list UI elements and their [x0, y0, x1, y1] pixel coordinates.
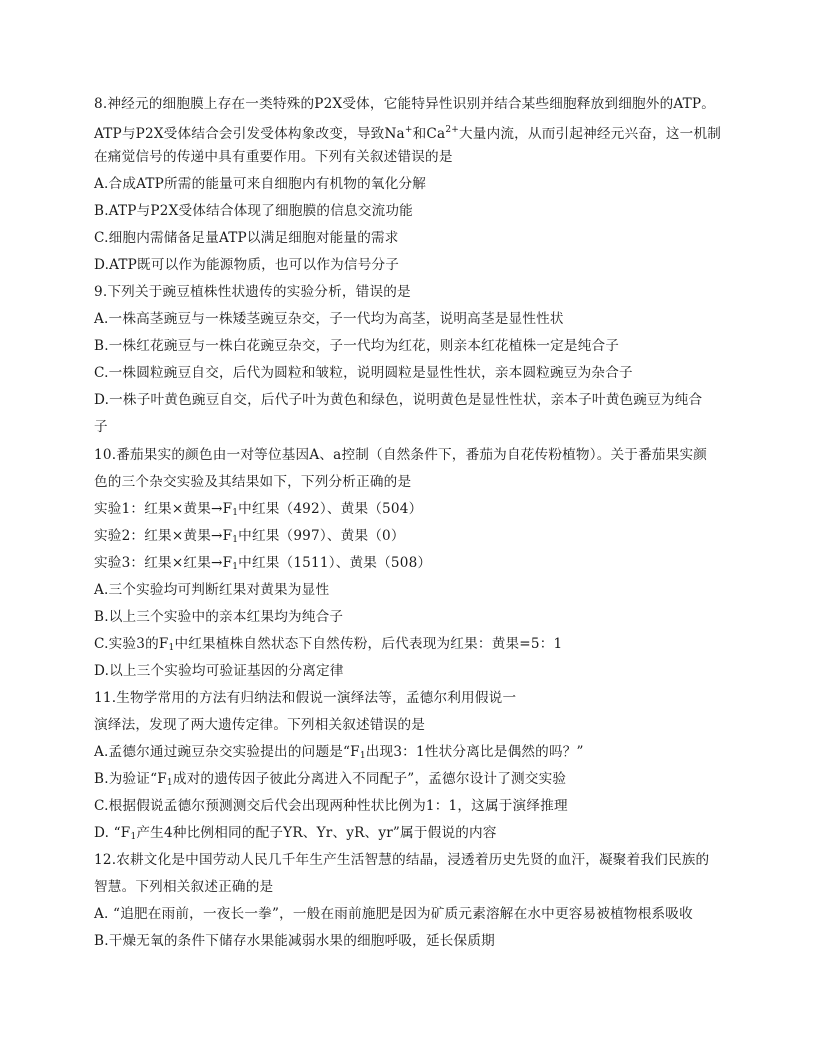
q11-option-text: A.孟德尔通过豌豆杂交实验提出的问题是“F [94, 744, 360, 760]
q10-exp-text: 中红果（1511）、黄果（508） [238, 555, 432, 571]
q10-option-d: D.以上三个实验均可验证基因的分离定律 [94, 663, 344, 679]
q10-option-text: C.实验3的F [94, 636, 169, 652]
q10-option-a: A.三个实验均可判断红果对黄果为显性 [94, 582, 330, 598]
q8-stem-line-3: 在痛觉信号的传递中具有重要作用。下列有关叙述错误的是 [94, 149, 453, 165]
q11-option-b [94, 770, 730, 792]
q12-option-a: A. “追肥在雨前，一夜长一拳”，一般在雨前施肥是因为矿质元素溶解在水中更容易被植物根系吸收 [94, 906, 693, 922]
generation-subscript: 1 [232, 535, 239, 545]
q9-option-d-line-1: D.一株子叶黄色豌豆自交，后代子叶为黄色和绿色，说明黄色是显性性状，亲本子叶黄色豌豆为纯合 [94, 392, 703, 408]
q10-exp-text: 实验3：红果×红果→F [94, 555, 233, 571]
generation-subscript: 1 [168, 643, 175, 653]
q10-option-text: 中红果植株自然状态下自然传粉，后代表现为红果：黄果=5：1 [174, 636, 563, 652]
q8-stem-line-1: 8.神经元的细胞膜上存在一类特殊的P2X受体，它能特异性识别并结合某些细胞释放到细胞外的ATP。 [94, 96, 716, 112]
q9-option-d-line-2: 子 [94, 419, 108, 435]
q8-option-b: B.ATP与P2X受体结合体现了细胞膜的信息交流功能 [94, 203, 413, 219]
q10-stem-line-2: 色的三个杂交实验及其结果如下，下列分析正确的是 [94, 474, 412, 490]
generation-subscript: 1 [232, 508, 239, 518]
generation-subscript: 1 [232, 562, 239, 572]
generation-subscript: 1 [166, 778, 173, 788]
q10-exp-text: 中红果（492）、黄果（504） [238, 501, 423, 517]
q8-stem-line-2 [94, 121, 730, 143]
q11-option-text: 产生4种比例相同的配子YR、Yr、yR、yr”属于假说的内容 [136, 825, 497, 841]
q9-option-c: C.一株圆粒豌豆自交，后代为圆粒和皱粒，说明圆粒是显性性状，亲本圆粒豌豆为杂合子 [94, 365, 633, 381]
q8-stem-text: 和Ca [412, 126, 446, 142]
sodium-charge: + [404, 125, 413, 135]
q10-exp-text: 中红果（997）、黄果（0） [238, 528, 405, 544]
q10-experiment-3 [94, 554, 730, 576]
q11-option-d [94, 824, 730, 846]
q8-stem-text: ATP与P2X受体结合会引发受体构象改变，导致Na [94, 126, 405, 142]
q11-option-text: B.为验证“F [94, 771, 167, 787]
q11-option-text: D. “F [94, 825, 131, 841]
q10-exp-text: 实验1：红果×黄果→F [94, 501, 233, 517]
q10-experiment-2 [94, 527, 730, 549]
q10-option-b: B.以上三个实验中的亲本红果均为纯合子 [94, 609, 344, 625]
q11-option-c: C.根据假说孟德尔预测测交后代会出现两种性状比例为1：1，这属于演绎推理 [94, 798, 568, 814]
q12-stem-line-2: 智慧。下列相关叙述正确的是 [94, 879, 274, 895]
q12-option-b: B.干燥无氧的条件下储存水果能减弱水果的细胞呼吸，延长保质期 [94, 933, 495, 949]
generation-subscript: 1 [130, 832, 137, 842]
q9-stem: 9.下列关于豌豆植株性状遗传的实验分析，错误的是 [94, 284, 411, 300]
q11-option-text: 出现3：1性状分离比是偶然的吗？” [365, 744, 584, 760]
q10-experiment-1 [94, 500, 730, 522]
calcium-charge: 2+ [445, 125, 459, 135]
q11-option-a [94, 743, 730, 765]
q10-stem-line-1: 10.番茄果实的颜色由一对等位基因A、a控制（自然条件下，番茄为自花传粉植物）。关于番茄果实颜 [94, 447, 708, 463]
q11-stem-line-1: 11.生物学常用的方法有归纳法和假说一演绎法等，孟德尔利用假说一 [94, 690, 517, 706]
q8-option-c: C.细胞内需储备足量ATP以满足细胞对能量的需求 [94, 230, 399, 246]
q9-option-a: A.一株高茎豌豆与一株矮茎豌豆杂交，子一代均为高茎，说明高茎是显性性状 [94, 311, 564, 327]
q10-option-c [94, 635, 730, 657]
q10-exp-text: 实验2：红果×黄果→F [94, 528, 233, 544]
q12-stem-line-1: 12.农耕文化是中国劳动人民几千年生产生活智慧的结晶，浸透着历史先贤的血汗，凝聚着我们民族的 [94, 852, 710, 868]
q9-option-b: B.一株红花豌豆与一株白花豌豆杂交，子一代均为红花，则亲本红花植株一定是纯合子 [94, 338, 620, 354]
generation-subscript: 1 [359, 751, 366, 761]
q8-option-d: D.ATP既可以作为能源物质，也可以作为信号分子 [94, 257, 400, 273]
q8-option-a: A.合成ATP所需的能量可来自细胞内有机物的氧化分解 [94, 176, 427, 192]
q11-option-text: 成对的遗传因子彼此分离进入不同配子”，孟德尔设计了测交实验 [172, 771, 567, 787]
q11-stem-line-2: 演绎法，发现了两大遗传定律。下列相关叙述错误的是 [94, 717, 426, 733]
q8-stem-text: 大量内流，从而引起神经元兴奋，这一机制 [458, 126, 722, 142]
